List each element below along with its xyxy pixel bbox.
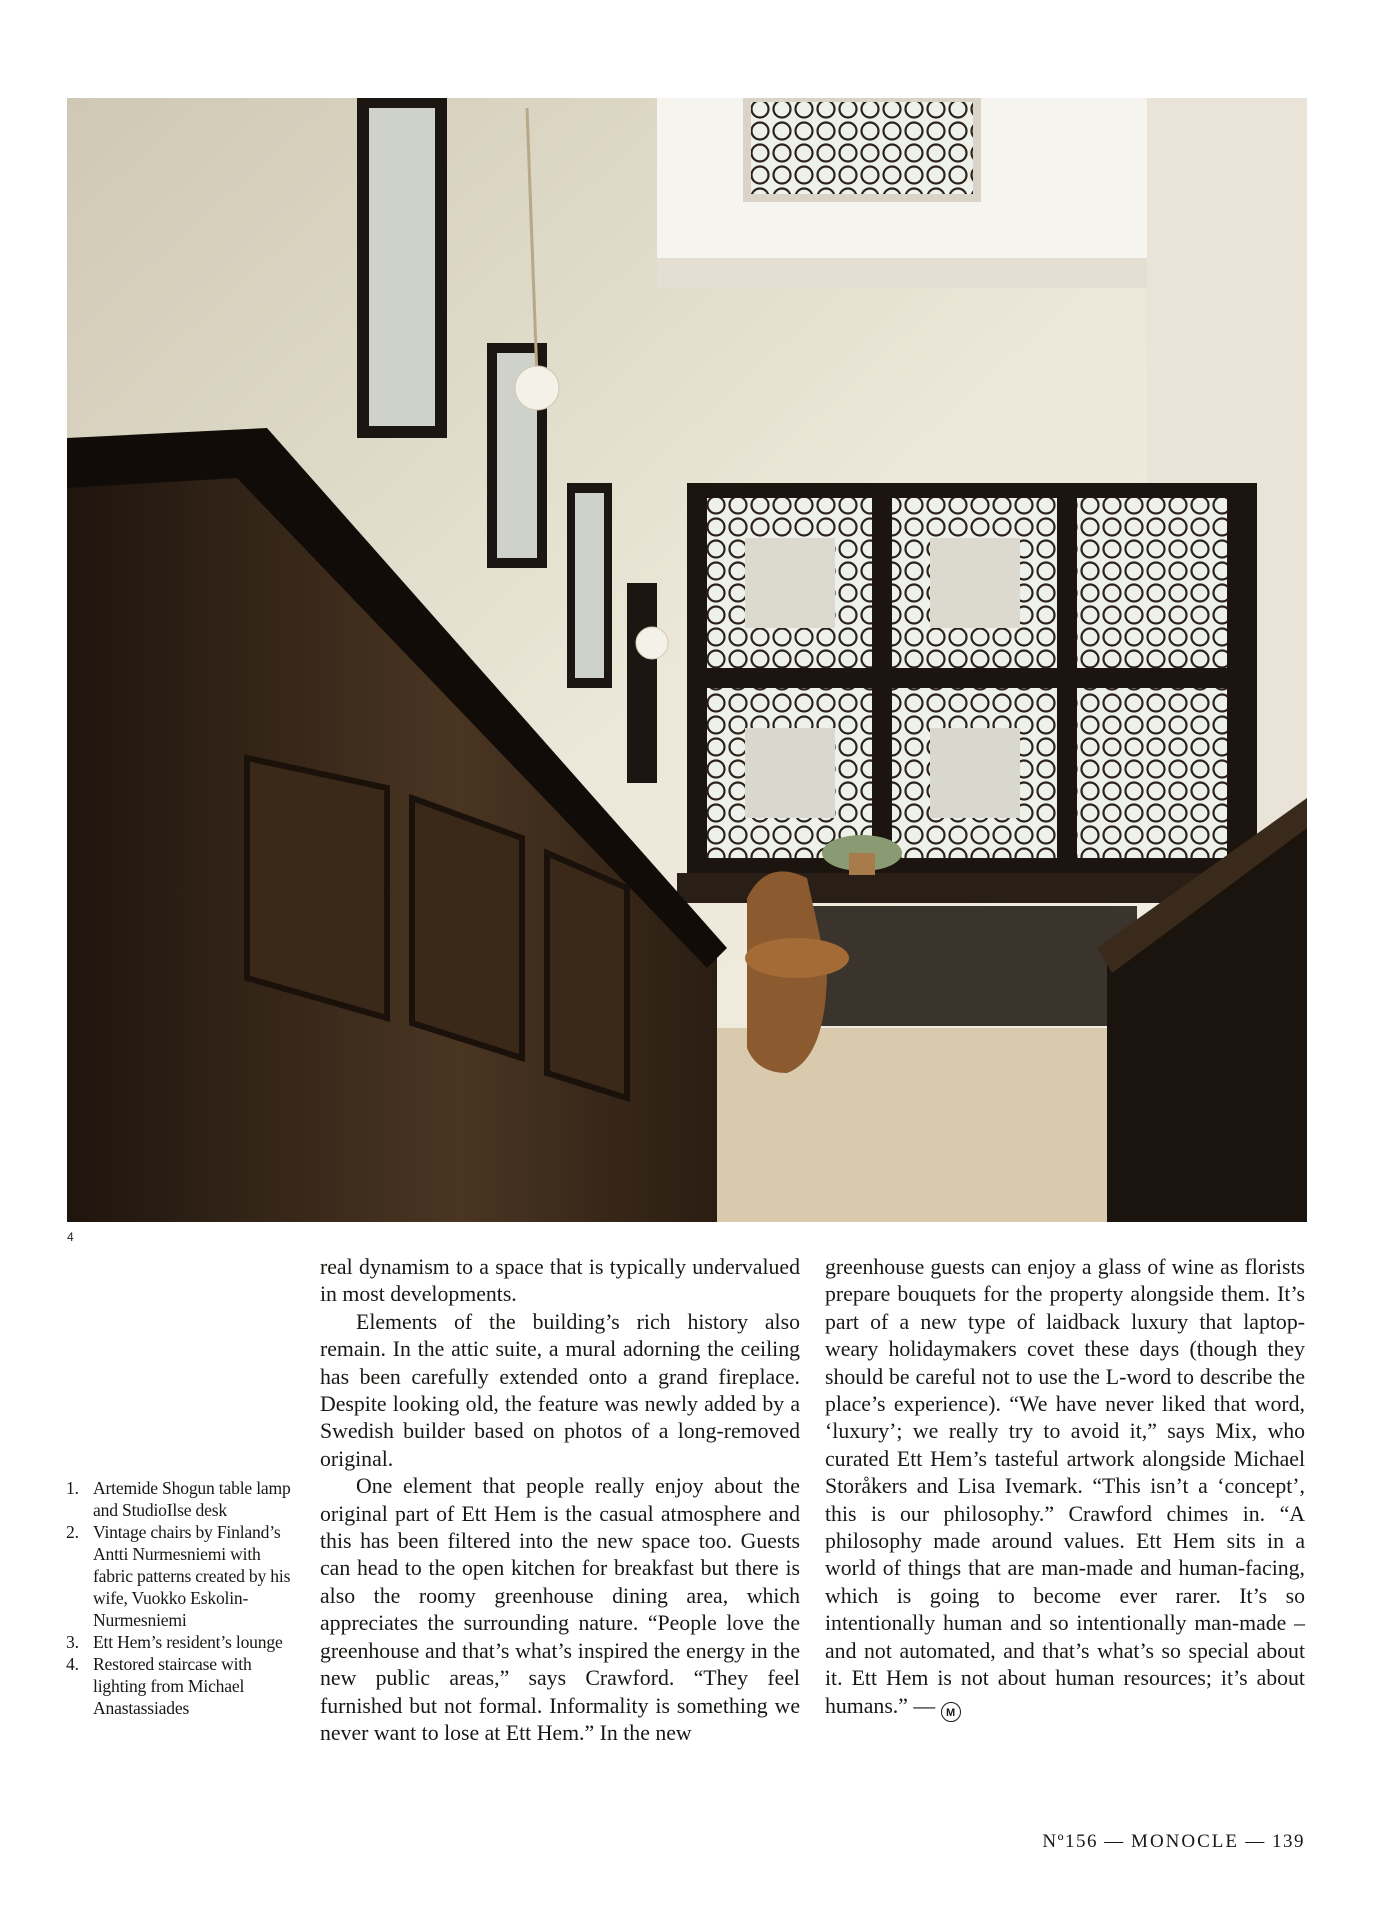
caption-item: 2. Vintage chairs by Finland’s Antti Nurmesniemi with fabric patterns created by his wife, Vuokko Eskolin-Nurmesniemi: [66, 1522, 291, 1630]
magazine-name: MONOCLE: [1131, 1831, 1239, 1852]
staircase-photo: [67, 98, 1307, 1222]
photo-captions: [62, 1477, 300, 1719]
wall-lamp: [515, 366, 559, 410]
article-column-2: [825, 1254, 1305, 1722]
skylight-window: [747, 98, 977, 198]
caption-text: Vintage chairs by Finland’s Antti Nurmesniemi with fabric patterns created by his wife, Vuokko Eskolin-Nurmesniemi: [93, 1522, 291, 1630]
issue-number: Nº156: [1042, 1831, 1099, 1852]
paragraph: real dynamism to a space that is typically undervalued in most developments.: [320, 1255, 800, 1307]
wall-lamp: [636, 627, 668, 659]
paragraph: One element that people really enjoy about the original part of Ett Hem is the casual atmosphere and this has been filtered into the new space too. Guests can head to the open kitchen for breakfast but there is also the roomy greenhouse dining area, which appreciates the surrounding nature. “People love the greenhouse and that’s what’s inspired the energy in the new public areas,” says Crawford. “They feel furnished but not formal. Informality is something we never want to lose at Ett Hem.” In the new: [320, 1474, 800, 1745]
radiator: [807, 906, 1137, 1026]
page-folio: Nº156 — MONOCLE — 139: [1042, 1831, 1305, 1852]
monocle-end-mark-icon: M: [941, 1702, 961, 1722]
staircase-illustration: [67, 98, 1307, 1222]
page-number: 139: [1272, 1831, 1305, 1852]
paragraph: Elements of the building’s rich history also remain. In the attic suite, a mural adorning the ceiling has been carefully extended onto a grand fireplace. Despite looking old, the feature was newly added by a Swedish builder based on photos of a long-removed original.: [320, 1309, 800, 1471]
caption-text: Ett Hem’s resident’s lounge: [93, 1632, 283, 1652]
caption-text: Restored staircase with lighting from Michael Anastassiades: [93, 1654, 252, 1718]
paragraph: [825, 1254, 1305, 1722]
paragraph-text: greenhouse guests can enjoy a glass of wine as florists prepare bouquets for the property alongside them. It’s part of a new type of laidback luxury that laptop-weary holidaymakers covet these days (though they should be careful not to use the L-word to describe the place’s experience). “We have never liked that word, ‘luxury’; we really try to avoid it,” says Mix, who curated Ett Hem’s tasteful artwork alongside Michael Storåkers and Lisa Ivemark. “This isn’t a ‘concept’, this is our philosophy.” Crawford chimes in. “A philosophy made around values. Ett Hem sits in a world of things that are man-made and human-facing, which is going to become ever rarer. It’s so intentionally human and so intentionally man-made – and not automated, and that’s what’s so special about it. Ett Hem is not about human resources; it’s about humans.” —: [825, 1255, 1305, 1718]
picture-frame: [627, 583, 657, 783]
caption-item: 4. Restored staircase with lighting from Michael Anastassiades: [66, 1654, 252, 1718]
figure-number: 4: [67, 1230, 74, 1244]
caption-item: 3. Ett Hem’s resident’s lounge: [66, 1632, 283, 1652]
caption-item: 1. Artemide Shogun table lamp and StudioIlse desk: [66, 1478, 291, 1520]
floor: [667, 1028, 1167, 1222]
article-column-1: [320, 1254, 800, 1747]
caption-text: Artemide Shogun table lamp and StudioIlse desk: [93, 1478, 291, 1520]
